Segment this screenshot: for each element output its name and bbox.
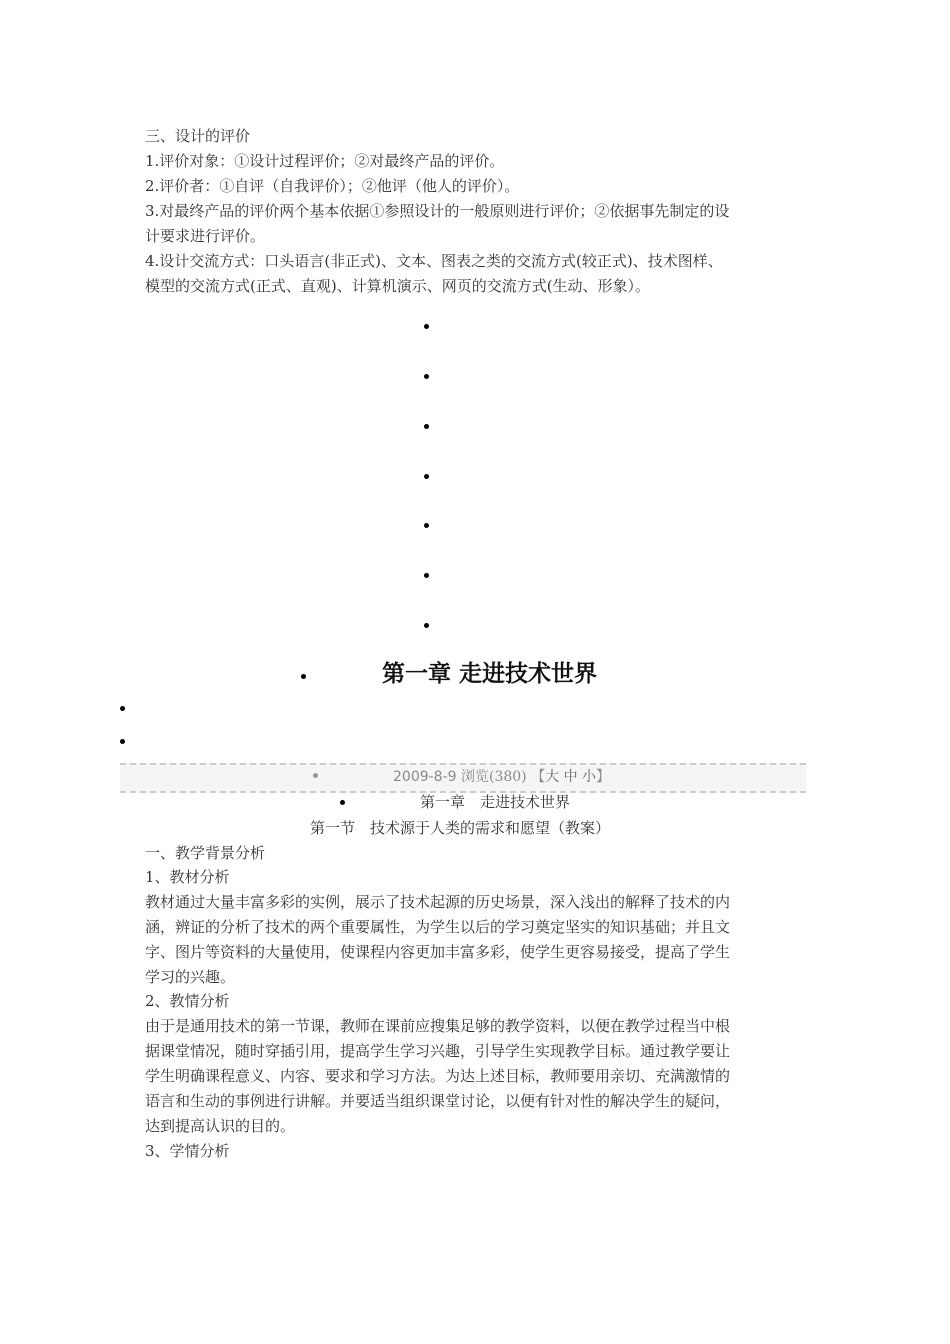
article-paragraph-line: 字、图片等资料的大量使用，使课程内容更加丰富多彩，使学生更容易接受，提高了学生 bbox=[145, 943, 731, 961]
list-bullet bbox=[301, 674, 306, 679]
chapter-title: 第一章 走进技术世界 bbox=[382, 661, 598, 687]
article-paragraph-line: 达到提高认识的目的。 bbox=[145, 1117, 296, 1135]
list-bullet bbox=[424, 523, 429, 528]
post-meta bbox=[393, 766, 610, 786]
evaluation-line: 3.对最终产品的评价两个基本依据①参照设计的一般原则进行评价；②依据事先制定的设 bbox=[145, 202, 730, 220]
size-open-bracket: 【 bbox=[531, 769, 546, 785]
article-paragraph-line: 由于是通用技术的第一节课，教师在课前应搜集足够的教学资料，以便在教学过程当中根 bbox=[145, 1017, 731, 1035]
article-subheading: 1、教材分析 bbox=[145, 868, 230, 886]
font-size-large-link[interactable]: 大 bbox=[545, 769, 560, 785]
view-count: 浏览(380) bbox=[461, 769, 527, 785]
article-paragraph-line: 教材通过大量丰富多彩的实例，展示了技术起源的历史场景，深入浅出的解释了技术的内 bbox=[145, 893, 731, 911]
font-size-small-link[interactable]: 小 bbox=[582, 769, 597, 785]
list-bullet bbox=[313, 773, 318, 778]
list-bullet bbox=[120, 706, 125, 711]
article-heading: 一、教学背景分析 bbox=[145, 844, 266, 862]
list-bullet bbox=[424, 374, 429, 379]
list-bullet bbox=[424, 623, 429, 628]
article-section: 第一节 技术源于人类的需求和愿望（教案） bbox=[310, 819, 611, 837]
article-subheading: 3、学情分析 bbox=[145, 1142, 230, 1160]
list-bullet bbox=[424, 474, 429, 479]
article-paragraph-line: 涵，辨证的分析了技术的两个重要属性，为学生以后的学习奠定坚实的知识基础；并且文 bbox=[145, 918, 731, 936]
article-paragraph-line: 据课堂情况，随时穿插引用，提高学生学习兴趣，引导学生实现教学目标。通过教学要让 bbox=[145, 1042, 731, 1060]
list-bullet bbox=[340, 800, 345, 805]
evaluation-line: 4.设计交流方式：口头语言(非正式)、文本、图表之类的交流方式(较正式)、技术图样、 bbox=[145, 252, 723, 270]
article-subheading: 2、教情分析 bbox=[145, 992, 230, 1010]
evaluation-line: 计要求进行评价。 bbox=[145, 227, 266, 245]
article-paragraph-line: 语言和生动的事例进行讲解。并要适当组织课堂讨论，以便有针对性的解决学生的疑问， bbox=[145, 1092, 731, 1110]
article-chapter: 第一章 走进技术世界 bbox=[420, 793, 571, 811]
list-bullet bbox=[424, 573, 429, 578]
font-size-medium-link[interactable]: 中 bbox=[563, 769, 578, 785]
post-date: 2009-8-9 bbox=[393, 769, 457, 785]
evaluation-line: 1.评价对象：①设计过程评价；②对最终产品的评价。 bbox=[145, 152, 505, 170]
article-paragraph-line: 学习的兴趣。 bbox=[145, 968, 236, 986]
list-bullet bbox=[424, 324, 429, 329]
list-bullet bbox=[424, 424, 429, 429]
evaluation-line: 2.评价者：①自评（自我评价）；②他评（他人的评价）。 bbox=[145, 177, 520, 195]
list-bullet bbox=[120, 739, 125, 744]
article-paragraph-line: 学生明确课程意义、内容、要求和学习方法。为达上述目标，教师要用亲切、充满激情的 bbox=[145, 1067, 731, 1085]
section-heading: 三、设计的评价 bbox=[145, 127, 251, 145]
size-close-bracket: 】 bbox=[596, 769, 611, 785]
evaluation-line: 模型的交流方式(正式、直观)、计算机演示、网页的交流方式(生动、形象）。 bbox=[145, 277, 651, 295]
